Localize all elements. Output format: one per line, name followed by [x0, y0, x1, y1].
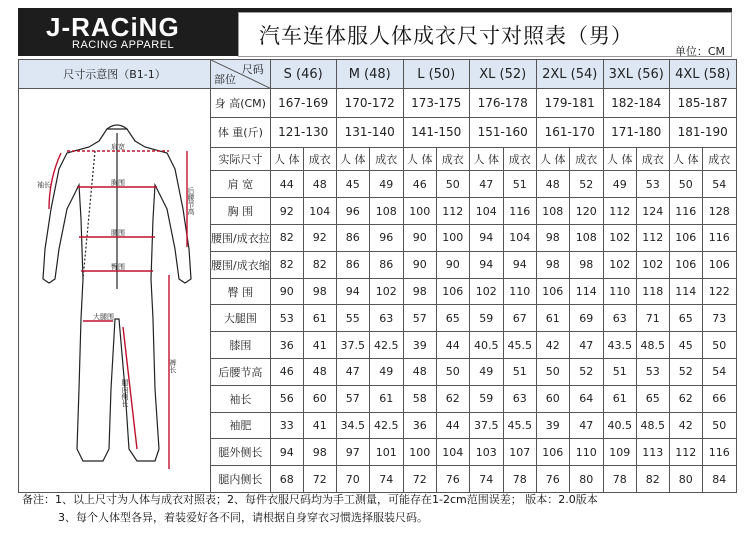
- measure-label: 胸 围: [211, 198, 271, 225]
- measure-value: 40.5: [469, 332, 503, 359]
- measure-value: 109: [603, 439, 636, 466]
- measure-value: 116: [702, 225, 736, 252]
- weight-value: 121-130: [270, 117, 336, 147]
- measure-value: 45: [336, 171, 369, 198]
- diagram-label-shoulder: 肩宽: [111, 143, 125, 151]
- measure-value: 106: [536, 278, 569, 305]
- measure-value: 116: [503, 198, 536, 225]
- measure-value: 50: [436, 171, 469, 198]
- corner-part-label: 部位: [214, 73, 236, 86]
- measure-value: 106: [536, 439, 569, 466]
- diagram-label-sleeve: 袖长: [37, 181, 51, 189]
- measure-value: 65: [436, 305, 469, 332]
- measure-value: 53: [270, 305, 303, 332]
- diagram-label-leg-inner: 腿内侧长: [121, 379, 129, 407]
- measure-value: 44: [436, 332, 469, 359]
- measure-value: 48: [536, 171, 569, 198]
- measure-value: 57: [403, 305, 436, 332]
- measure-value: 110: [503, 278, 536, 305]
- measure-value: 50: [536, 358, 569, 385]
- body-column-header: 人 体: [469, 147, 503, 171]
- measure-value: 52: [569, 358, 603, 385]
- measure-label: 腰围/成衣拉: [211, 225, 271, 252]
- unit-label: 单位：CM: [674, 45, 725, 58]
- corner-cell: [211, 60, 271, 89]
- measure-value: 107: [503, 439, 536, 466]
- measure-value: 108: [369, 198, 403, 225]
- measure-value: 82: [270, 251, 303, 278]
- height-value: 167-169: [270, 89, 336, 118]
- suit-diagram: [19, 89, 210, 489]
- measure-value: 112: [436, 198, 469, 225]
- measure-value: 47: [569, 332, 603, 359]
- measure-value: 48: [403, 358, 436, 385]
- measure-value: 59: [469, 385, 503, 412]
- measure-value: 80: [669, 466, 702, 493]
- height-value: 173-175: [403, 89, 469, 118]
- measure-value: 98: [303, 439, 336, 466]
- measure-value: 39: [403, 332, 436, 359]
- measure-value: 108: [536, 198, 569, 225]
- measure-value: 96: [369, 225, 403, 252]
- measure-value: 104: [503, 225, 536, 252]
- measure-value: 48.5: [636, 332, 669, 359]
- measure-value: 52: [569, 171, 603, 198]
- measure-value: 43.5: [603, 332, 636, 359]
- measure-value: 49: [369, 358, 403, 385]
- weight-value: 181-190: [669, 117, 736, 147]
- measure-value: 62: [436, 385, 469, 412]
- diagram-title: 尺寸示意图（B1-1）: [19, 60, 211, 89]
- measure-value: 112: [636, 225, 669, 252]
- measure-value: 61: [603, 385, 636, 412]
- measure-value: 41: [303, 332, 336, 359]
- measure-value: 53: [636, 358, 669, 385]
- body-column-header: 人 体: [603, 147, 636, 171]
- measure-value: 72: [303, 466, 336, 493]
- body-column-header: 人 体: [669, 147, 702, 171]
- measure-label: 腿内侧长: [211, 466, 271, 493]
- size-header: 2XL (54): [536, 60, 603, 89]
- height-value: 170-172: [336, 89, 403, 118]
- measure-value: 68: [270, 466, 303, 493]
- garment-column-header: 成衣: [503, 147, 536, 171]
- measure-value: 90: [270, 278, 303, 305]
- measure-value: 73: [702, 305, 736, 332]
- measure-label: 后腰节高: [211, 358, 271, 385]
- measure-value: 70: [336, 466, 369, 493]
- body-column-header: 人 体: [536, 147, 569, 171]
- garment-column-header: 成衣: [303, 147, 336, 171]
- brand-subtitle: RACING APPAREL: [72, 39, 175, 51]
- size-header: L (50): [403, 60, 469, 89]
- measure-value: 94: [503, 251, 536, 278]
- measure-value: 45.5: [503, 412, 536, 439]
- size-header: 4XL (58): [669, 60, 736, 89]
- measure-value: 82: [303, 251, 336, 278]
- measure-value: 94: [469, 225, 503, 252]
- measure-label: 袖长: [211, 385, 271, 412]
- measure-value: 44: [436, 412, 469, 439]
- measure-value: 51: [603, 358, 636, 385]
- measure-value: 102: [369, 278, 403, 305]
- garment-column-header: 成衣: [436, 147, 469, 171]
- measure-value: 65: [636, 385, 669, 412]
- measure-value: 92: [270, 198, 303, 225]
- measure-value: 80: [569, 466, 603, 493]
- measure-value: 59: [469, 305, 503, 332]
- measure-value: 101: [369, 439, 403, 466]
- measure-value: 50: [669, 171, 702, 198]
- measure-value: 102: [636, 251, 669, 278]
- measure-value: 46: [403, 171, 436, 198]
- measure-value: 98: [536, 251, 569, 278]
- measure-value: 98: [536, 225, 569, 252]
- measure-value: 42: [536, 332, 569, 359]
- measure-value: 49: [469, 358, 503, 385]
- measure-value: 48.5: [636, 412, 669, 439]
- measure-value: 98: [303, 278, 336, 305]
- measure-value: 97: [336, 439, 369, 466]
- measure-value: 65: [669, 305, 702, 332]
- measure-value: 84: [702, 466, 736, 493]
- measure-value: 39: [536, 412, 569, 439]
- size-header: M (48): [336, 60, 403, 89]
- measure-value: 104: [436, 439, 469, 466]
- measure-value: 54: [702, 171, 736, 198]
- measure-value: 40.5: [603, 412, 636, 439]
- weight-value: 161-170: [536, 117, 603, 147]
- measure-value: 102: [603, 251, 636, 278]
- page-title: 汽车连体服人体成衣尺寸对照表（男）: [259, 24, 633, 48]
- measure-value: 64: [569, 385, 603, 412]
- measure-value: 61: [369, 385, 403, 412]
- measure-value: 63: [603, 305, 636, 332]
- measure-value: 52: [669, 358, 702, 385]
- measure-value: 44: [270, 171, 303, 198]
- measure-value: 106: [669, 225, 702, 252]
- measure-value: 94: [469, 251, 503, 278]
- measure-value: 72: [403, 466, 436, 493]
- weight-value: 151-160: [469, 117, 536, 147]
- measure-value: 98: [569, 251, 603, 278]
- measure-label: 大腿围: [211, 305, 271, 332]
- measure-value: 49: [369, 171, 403, 198]
- measure-value: 62: [669, 385, 702, 412]
- measure-value: 47: [569, 412, 603, 439]
- garment-column-header: 成衣: [569, 147, 603, 171]
- measure-value: 33: [270, 412, 303, 439]
- measure-value: 86: [336, 225, 369, 252]
- measure-value: 34.5: [336, 412, 369, 439]
- measure-value: 63: [503, 385, 536, 412]
- measure-value: 112: [603, 198, 636, 225]
- measure-value: 124: [636, 198, 669, 225]
- weight-value: 141-150: [403, 117, 469, 147]
- measure-value: 42.5: [369, 412, 403, 439]
- size-header: S (46): [270, 60, 336, 89]
- measure-value: 90: [403, 251, 436, 278]
- measure-value: 94: [270, 439, 303, 466]
- measure-value: 47: [469, 171, 503, 198]
- measure-label: 臀 围: [211, 278, 271, 305]
- measure-value: 90: [403, 225, 436, 252]
- body-column-header: 人 体: [336, 147, 369, 171]
- size-table: [18, 59, 737, 493]
- measure-value: 36: [270, 332, 303, 359]
- measure-value: 102: [469, 278, 503, 305]
- measure-value: 86: [369, 251, 403, 278]
- measure-value: 82: [636, 466, 669, 493]
- measure-value: 71: [636, 305, 669, 332]
- measure-value: 50: [702, 332, 736, 359]
- measure-value: 45.5: [503, 332, 536, 359]
- measure-value: 51: [503, 171, 536, 198]
- measure-value: 114: [569, 278, 603, 305]
- measure-value: 90: [436, 251, 469, 278]
- footnote-1: 备注：1、以上尺寸为人体与成衣对照表；2、每件衣服尺码均为手工测量，可能存在1-2cm范围误差； 版本：2.0版本: [22, 493, 598, 506]
- measure-value: 41: [303, 412, 336, 439]
- measure-value: 48: [303, 358, 336, 385]
- size-header: XL (52): [469, 60, 536, 89]
- measure-value: 110: [603, 278, 636, 305]
- measure-value: 76: [436, 466, 469, 493]
- measure-value: 98: [403, 278, 436, 305]
- measure-value: 63: [369, 305, 403, 332]
- measure-value: 51: [503, 358, 536, 385]
- measure-value: 78: [503, 466, 536, 493]
- measure-value: 45: [669, 332, 702, 359]
- height-value: 179-181: [536, 89, 603, 118]
- garment-column-header: 成衣: [702, 147, 736, 171]
- measure-value: 118: [636, 278, 669, 305]
- measure-label: 腰围/成衣缩: [211, 251, 271, 278]
- measure-value: 102: [603, 225, 636, 252]
- measure-value: 78: [603, 466, 636, 493]
- weight-value: 171-180: [603, 117, 669, 147]
- measure-value: 53: [636, 171, 669, 198]
- measure-value: 37.5: [469, 412, 503, 439]
- measure-value: 67: [503, 305, 536, 332]
- measure-value: 46: [270, 358, 303, 385]
- garment-column-header: 成衣: [369, 147, 403, 171]
- diagram-label-thigh: 大腿围: [93, 313, 114, 321]
- measure-value: 128: [702, 198, 736, 225]
- measure-value: 100: [403, 439, 436, 466]
- measure-value: 74: [469, 466, 503, 493]
- body-column-header: 人 体: [403, 147, 436, 171]
- measure-value: 60: [536, 385, 569, 412]
- measure-value: 106: [436, 278, 469, 305]
- measure-value: 113: [636, 439, 669, 466]
- measure-value: 55: [336, 305, 369, 332]
- measure-value: 74: [369, 466, 403, 493]
- measure-label: 肩 宽: [211, 171, 271, 198]
- diagram-cell: [19, 89, 211, 493]
- measure-value: 110: [569, 439, 603, 466]
- measure-value: 96: [336, 198, 369, 225]
- measure-value: 66: [702, 385, 736, 412]
- measure-value: 100: [403, 198, 436, 225]
- measure-value: 82: [270, 225, 303, 252]
- measure-value: 61: [303, 305, 336, 332]
- measure-value: 122: [702, 278, 736, 305]
- measure-value: 92: [303, 225, 336, 252]
- measure-value: 120: [569, 198, 603, 225]
- diagram-label-chest: 胸围: [111, 179, 125, 187]
- measure-value: 61: [536, 305, 569, 332]
- measure-value: 47: [336, 358, 369, 385]
- size-header: 3XL (56): [603, 60, 669, 89]
- weight-value: 131-140: [336, 117, 403, 147]
- measure-value: 54: [702, 358, 736, 385]
- measure-value: 76: [536, 466, 569, 493]
- height-value: 185-187: [669, 89, 736, 118]
- diagram-label-back: 后腰节高: [187, 187, 195, 215]
- measure-value: 106: [669, 251, 702, 278]
- brand-logo: J-RACiNG: [46, 12, 180, 42]
- measure-value: 103: [469, 439, 503, 466]
- measure-value: 42: [669, 412, 702, 439]
- measure-value: 58: [403, 385, 436, 412]
- measure-value: 86: [336, 251, 369, 278]
- measure-label: 袖肥: [211, 412, 271, 439]
- diagram-label-hip: 臀围: [111, 263, 125, 271]
- measure-label: 膝围: [211, 332, 271, 359]
- measure-value: 116: [702, 439, 736, 466]
- measure-value: 69: [569, 305, 603, 332]
- measure-value: 49: [603, 171, 636, 198]
- measure-value: 57: [336, 385, 369, 412]
- measure-value: 50: [702, 412, 736, 439]
- measure-value: 50: [436, 358, 469, 385]
- height-value: 176-178: [469, 89, 536, 118]
- measure-value: 94: [336, 278, 369, 305]
- height-value: 182-184: [603, 89, 669, 118]
- title-box: [238, 12, 732, 57]
- corner-size-label: 尺码: [241, 63, 264, 76]
- measure-value: 114: [669, 278, 702, 305]
- measure-value: 37.5: [336, 332, 369, 359]
- measure-value: 48: [303, 171, 336, 198]
- height-label: 身 高(CM): [211, 89, 271, 118]
- measure-value: 42.5: [369, 332, 403, 359]
- garment-column-header: 成衣: [636, 147, 669, 171]
- weight-label: 体 重(斤): [211, 117, 271, 147]
- measure-value: 60: [303, 385, 336, 412]
- measure-value: 36: [403, 412, 436, 439]
- diagram-label-waist: 腰围: [111, 229, 125, 237]
- measure-value: 56: [270, 385, 303, 412]
- footnote-2: 3、每个人体型各异，着装爱好各不同，请根据自身穿衣习惯选择服装尺码。: [58, 511, 428, 524]
- measure-value: 100: [436, 225, 469, 252]
- measure-label: 腿外侧长: [211, 439, 271, 466]
- diagram-label-pants: 裤长: [169, 359, 177, 373]
- measure-value: 106: [702, 251, 736, 278]
- measure-value: 108: [569, 225, 603, 252]
- actual-size-label: 实际尺寸: [211, 147, 271, 171]
- measure-value: 116: [669, 198, 702, 225]
- measure-value: 104: [469, 198, 503, 225]
- body-column-header: 人 体: [270, 147, 303, 171]
- measure-value: 104: [303, 198, 336, 225]
- measure-value: 112: [669, 439, 702, 466]
